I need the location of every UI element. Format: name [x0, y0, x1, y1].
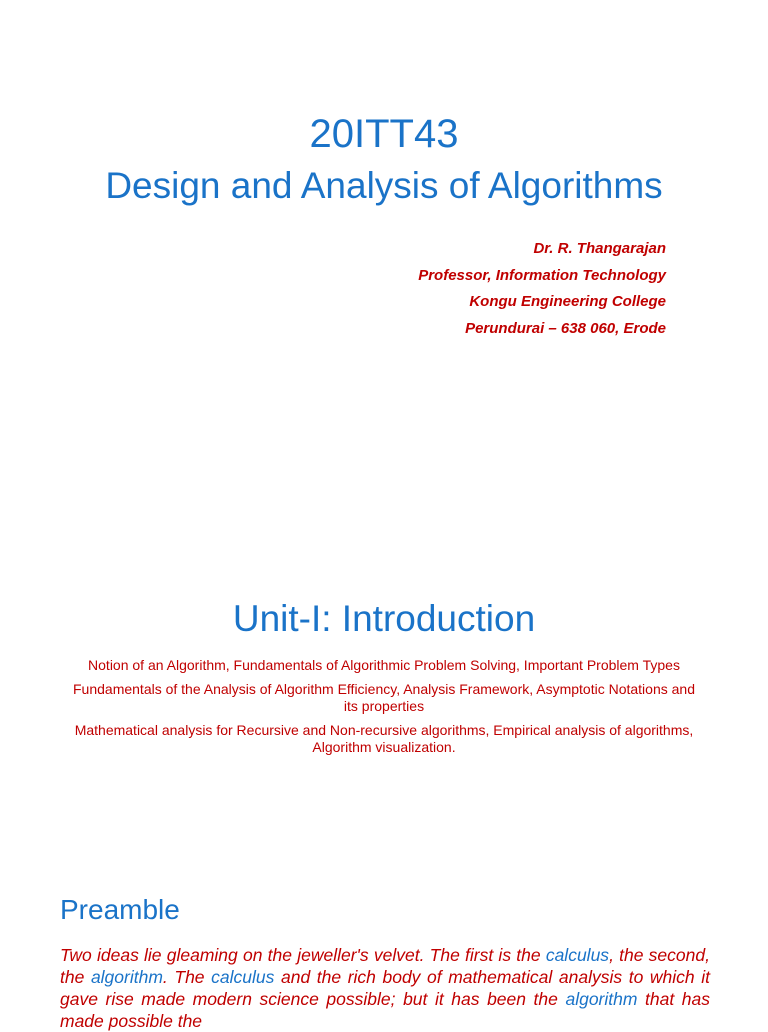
course-code: 20ITT43 — [309, 112, 459, 156]
title-slide — [0, 0, 768, 432]
keyword-calculus: calculus — [211, 967, 275, 987]
author-name: Dr. R. Thangarajan — [533, 240, 666, 257]
preamble-slide — [0, 880, 768, 1031]
unit-slide — [0, 575, 768, 815]
preamble-text-part: . The — [162, 967, 212, 987]
preamble-text-part: , the second, the — [60, 945, 710, 987]
topic-item: Fundamentals of the Analysis of Algorithm Efficiency, Analysis Framework, Asymptotic Notations and its properties — [73, 681, 695, 714]
preamble-title: Preamble — [60, 894, 180, 925]
preamble-text-part: that has made possible the — [60, 989, 710, 1031]
author-block — [418, 236, 666, 342]
keyword-algorithm: algorithm — [90, 967, 163, 987]
preamble-text-part: and the rich body of mathematical analysis to which it gave rise made modern science possible; but it has been the — [60, 967, 710, 1009]
topic-item: Notion of an Algorithm, Fundamentals of Algorithmic Problem Solving, Important Problem Types — [88, 657, 680, 673]
author-institution: Kongu Engineering College — [469, 293, 666, 310]
topic-item: Mathematical analysis for Recursive and Non-recursive algorithms, Empirical analysis of algorithms, Algorithm visualization. — [74, 722, 694, 755]
keyword-calculus: calculus — [545, 945, 610, 965]
course-title: Design and Analysis of Algorithms — [105, 165, 663, 206]
topic-list — [70, 657, 698, 763]
keyword-algorithm: algorithm — [565, 989, 638, 1009]
author-designation: Professor, Information Technology — [418, 266, 666, 284]
unit-title: Unit-I: Introduction — [232, 598, 536, 639]
author-address: Perundurai – 638 060, Erode — [465, 319, 666, 337]
preamble-text-part: Two ideas lie gleaming on the jeweller's velvet. The first is the — [60, 945, 546, 965]
preamble-text — [60, 944, 710, 1032]
